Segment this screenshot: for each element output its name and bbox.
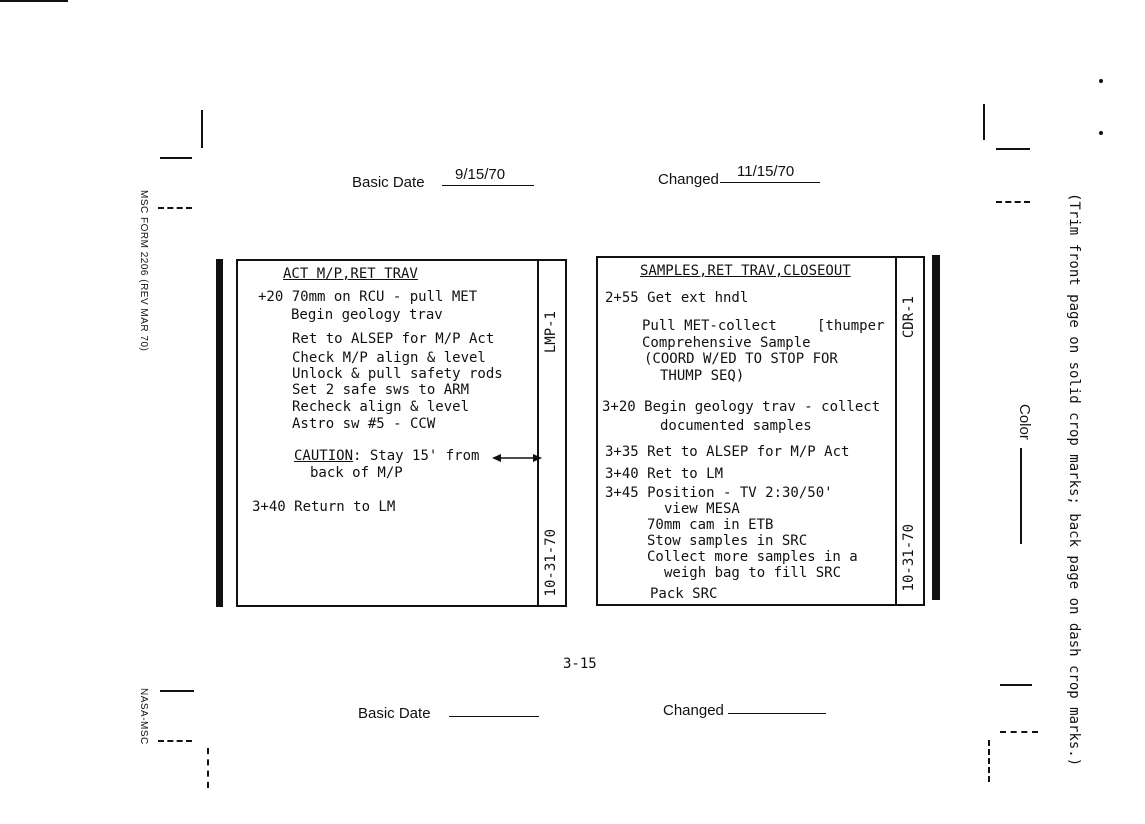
checklist-line: Collect more samples in a <box>647 549 858 565</box>
dot-mark <box>1099 79 1103 83</box>
dot-mark <box>1099 131 1103 135</box>
card-title: ACT M/P,RET TRAV <box>283 266 418 282</box>
changed-line-bottom <box>728 713 826 714</box>
checklist-card-right <box>596 256 925 606</box>
checklist-line: documented samples <box>660 418 812 434</box>
checklist-line: THUMP SEQ) <box>660 368 745 384</box>
checklist-line: Ret to ALSEP for M/P Act <box>292 331 495 347</box>
crop-mark <box>0 0 68 2</box>
checklist-line: 3+20 Begin geology trav - collect <box>602 399 881 415</box>
checklist-line: [thumper <box>817 318 885 334</box>
caution-text: : Stay 15' from <box>353 448 480 464</box>
crop-mark-dashed <box>158 207 192 209</box>
card-side-date-text: 10-31-70 <box>543 529 559 597</box>
checklist-line: weigh bag to fill SRC <box>664 565 842 581</box>
checklist-line: Pull MET-collect <box>642 318 777 334</box>
checklist-line: Begin geology trav <box>291 307 443 323</box>
checklist-line: Check M/P align & level <box>292 350 486 366</box>
crop-mark <box>160 157 192 159</box>
caution-line <box>294 448 479 465</box>
checklist-line: Stow samples in SRC <box>647 533 808 549</box>
card-side-strip <box>537 261 565 605</box>
changed-label-top: Changed <box>658 171 719 188</box>
basic-date-value-top: 9/15/70 <box>455 166 506 183</box>
checklist-line: 2+55 Get ext hndl <box>605 290 749 306</box>
color-label-text: Color <box>1016 404 1033 440</box>
card-side-strip <box>895 258 923 604</box>
crop-mark <box>996 148 1030 150</box>
checklist-line: 3+40 Return to LM <box>252 499 396 515</box>
page-number: 3-15 <box>563 656 597 672</box>
changed-value-top: 11/15/70 <box>737 163 795 180</box>
basic-date-line-bottom <box>449 716 539 717</box>
card-side-date <box>901 524 917 591</box>
checklist-line: Set 2 safe sws to ARM <box>292 382 470 398</box>
checklist-line: view MESA <box>664 501 740 517</box>
trim-instruction: (Trim front page on solid crop marks; back page on dash crop marks.) <box>1066 193 1082 767</box>
form-id: MSC FORM 2206 (REV MAR 70) <box>138 190 149 352</box>
caution-label: CAUTION <box>294 448 354 464</box>
checklist-line: Comprehensive Sample <box>642 335 811 351</box>
checklist-line: 70mm cam in ETB <box>647 517 774 533</box>
org-label: NASA-MSC <box>138 688 149 745</box>
card-side-date <box>543 529 559 596</box>
checklist-line: Unlock & pull safety rods <box>292 366 503 382</box>
crop-mark-dashed <box>996 201 1030 203</box>
crop-mark <box>1000 684 1032 686</box>
double-arrow-icon <box>492 451 542 465</box>
color-line <box>1020 448 1022 544</box>
card-side-label <box>901 296 917 338</box>
checklist-line: Astro sw #5 - CCW <box>292 416 436 432</box>
crop-mark-dashed <box>988 740 990 782</box>
checklist-line: (COORD W/ED TO STOP FOR <box>644 351 838 367</box>
checklist-line: Pack SRC <box>650 586 718 602</box>
basic-date-line-top <box>442 185 534 186</box>
card-side-label-text: CDR-1 <box>901 296 917 339</box>
basic-date-label-bottom: Basic Date <box>358 705 431 722</box>
crop-mark <box>201 110 203 148</box>
crop-mark-dashed <box>158 740 192 742</box>
crop-mark <box>160 690 194 692</box>
checklist-line: Recheck align & level <box>292 399 470 415</box>
card-side-date-text: 10-31-70 <box>901 524 917 592</box>
binding-bar-right <box>932 255 940 600</box>
crop-mark <box>983 104 985 140</box>
checklist-line: back of M/P <box>310 465 403 481</box>
checklist-line: 3+35 Ret to ALSEP for M/P Act <box>605 444 850 460</box>
checklist-line: 3+40 Ret to LM <box>605 466 724 482</box>
changed-line-top <box>720 182 820 183</box>
card-side-label-text: LMP-1 <box>543 311 559 354</box>
checklist-card-left <box>236 259 567 607</box>
checklist-line: 3+45 Position - TV 2:30/50' <box>605 485 833 501</box>
changed-label-bottom: Changed <box>663 702 724 719</box>
card-side-label <box>543 311 559 353</box>
color-label <box>1016 404 1033 440</box>
crop-mark-dashed <box>1000 731 1038 733</box>
checklist-line: +20 70mm on RCU - pull MET <box>258 289 478 305</box>
crop-mark-dashed <box>207 748 209 788</box>
binding-bar-left <box>216 259 223 607</box>
basic-date-label-top: Basic Date <box>352 174 425 191</box>
card-title: SAMPLES,RET TRAV,CLOSEOUT <box>640 263 851 279</box>
